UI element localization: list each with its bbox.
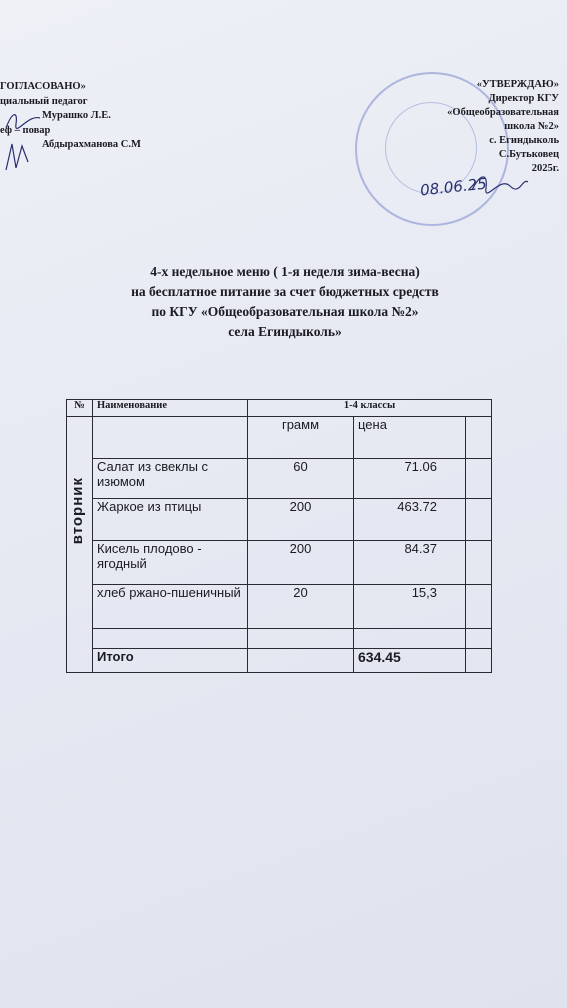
heading-line4: села Егиндыколь» (228, 324, 342, 339)
total-value: 634.45 (354, 649, 466, 673)
dish-price: 84.37 (354, 541, 466, 585)
approval-left-signer1: Мурашко Л.Е. (42, 110, 111, 121)
dish-price: 463.72 (354, 499, 466, 541)
table-row (67, 459, 492, 499)
approval-right-line3: школа №2» (504, 121, 559, 132)
table-row (67, 541, 492, 585)
dish-gram: 200 (248, 541, 354, 585)
signature-left-2 (2, 140, 32, 174)
header-name: Наименование (93, 400, 248, 417)
heading-line2: на бесплатное питание за счет бюджетных средств (131, 284, 439, 299)
subheader-extra (466, 417, 492, 459)
approval-right-title: «УТВЕРЖДАЮ» (476, 79, 559, 90)
approval-left-line4 (0, 138, 230, 153)
dish-name: Жаркое из птицы (93, 499, 248, 541)
dish-name: Кисель плодово - ягодный (93, 541, 248, 585)
approval-left-line1: циальный педагог (0, 95, 88, 107)
menu-heading (40, 262, 530, 342)
dish-gram: 20 (248, 585, 354, 629)
dish-name: Салат из свеклы с изюмом (93, 459, 248, 499)
empty-cell (93, 629, 248, 649)
header-class: 1-4 классы (248, 400, 492, 417)
empty-cell (354, 629, 466, 649)
empty-cell (466, 629, 492, 649)
table-empty-row (67, 629, 492, 649)
approval-left-title: ГОГЛАСОВАНО» (0, 81, 86, 92)
approval-right-line2: «Общеобразовательная (447, 107, 559, 118)
table-header-row (67, 400, 492, 417)
total-extra (466, 649, 492, 673)
dish-gram: 200 (248, 499, 354, 541)
menu-table (66, 399, 492, 673)
approval-left-signer2: Абдырахманова С.М (42, 139, 141, 150)
table-subheader-row (67, 417, 492, 459)
row-extra (466, 541, 492, 585)
subheader-empty (93, 417, 248, 459)
table-total-row (67, 649, 492, 673)
total-label: Итого (93, 649, 248, 673)
heading-line1: 4-х недельное меню ( 1-я неделя зима-весна) (150, 264, 420, 279)
approval-right-line1: Директор КГУ (488, 93, 559, 104)
day-label: вторник (69, 477, 86, 545)
approval-right-line5: С.Бутьковец (498, 149, 559, 160)
signature-right (470, 168, 530, 198)
dish-price: 15,3 (354, 585, 466, 629)
signature-left-1 (4, 108, 44, 132)
row-extra (466, 459, 492, 499)
approval-left-line3: еф – повар (0, 124, 51, 136)
table-row (67, 499, 492, 541)
dish-name: хлеб ржано-пшеничный (93, 585, 248, 629)
approval-right-block (359, 78, 559, 176)
row-extra (466, 585, 492, 629)
subheader-gram: грамм (248, 417, 354, 459)
approval-right-line6: 2025г. (531, 163, 559, 174)
row-extra (466, 499, 492, 541)
heading-line3: по КГУ «Общеобразовательная школа №2» (151, 304, 419, 319)
header-no: № (67, 400, 93, 417)
table-row (67, 585, 492, 629)
empty-cell (248, 629, 354, 649)
subheader-price: цена (354, 417, 466, 459)
handwritten-date: 08.06.25 (419, 174, 488, 200)
day-cell (67, 417, 93, 673)
total-empty (248, 649, 354, 673)
dish-gram: 60 (248, 459, 354, 499)
approval-right-line4: с. Егиндыколь (489, 135, 559, 146)
dish-price: 71.06 (354, 459, 466, 499)
